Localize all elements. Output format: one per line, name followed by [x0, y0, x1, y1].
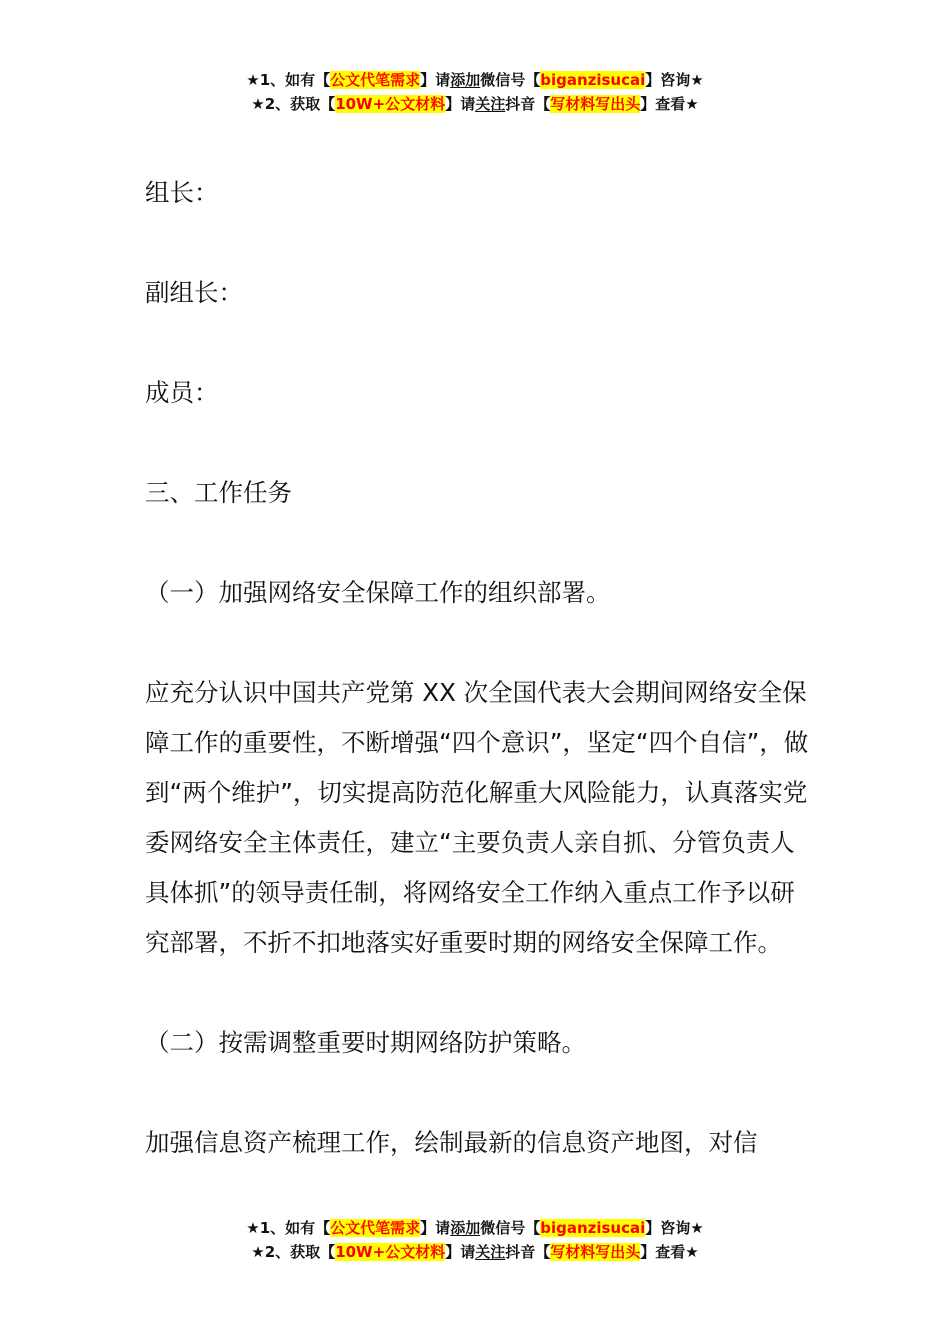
- header-banner: [0, 68, 950, 116]
- members-label: 成员：: [145, 378, 219, 407]
- footer-banner-line-1: ★1、如有【公文代笔需求】请添加微信号【biganzisucai】咨询★: [246, 1219, 704, 1237]
- item-1-paragraph: 应充分认识中国共产党第 XX 次全国代表大会期间网络安全保障工作的重要性，不断增强“四个意识”，坚定“四个自信”，做到“两个维护”，切实提高防范化解重大风险能力，认真落实党委网络安全主体责任，建立“主要负责人亲自抓、分管负责人具体抓”的领导责任制，将网络安全工作纳入重点工作予以研究部署，不折不扣地落实好重要时期的网络安全保障工作。: [145, 678, 809, 957]
- footer-highlight-materials: 10W+公文材料: [335, 1243, 446, 1261]
- footer-banner-line-2: ★2、获取【10W+公文材料】请关注抖音【写材料写出头】查看★: [251, 1243, 699, 1261]
- deputy-leader-label: 副组长：: [145, 278, 243, 307]
- banner-highlight-service: 公文代笔需求: [330, 71, 421, 89]
- banner-highlight-wechat-id: biganzisucai: [540, 71, 646, 89]
- leader-label: 组长：: [145, 178, 219, 207]
- item-2-heading: （二）按需调整重要时期网络防护策略。: [145, 1028, 586, 1057]
- banner-highlight-materials: 10W+公文材料: [335, 95, 446, 113]
- footer-highlight-wechat-id: biganzisucai: [540, 1219, 646, 1237]
- banner-line-2: ★2、获取【10W+公文材料】请关注抖音【写材料写出头】查看★: [251, 95, 699, 113]
- item-2-paragraph: 加强信息资产梳理工作，绘制最新的信息资产地图，对信: [145, 1128, 758, 1157]
- footer-banner: [0, 1216, 950, 1264]
- item-1-heading: （一）加强网络安全保障工作的组织部署。: [145, 578, 611, 607]
- banner-line-1: ★1、如有【公文代笔需求】请添加微信号【biganzisucai】咨询★: [246, 71, 704, 89]
- section-heading: 三、工作任务: [145, 478, 292, 507]
- footer-highlight-service: 公文代笔需求: [330, 1219, 421, 1237]
- footer-highlight-douyin: 写材料写出头: [550, 1243, 641, 1261]
- banner-highlight-douyin: 写材料写出头: [550, 95, 641, 113]
- document-body: [145, 168, 810, 1168]
